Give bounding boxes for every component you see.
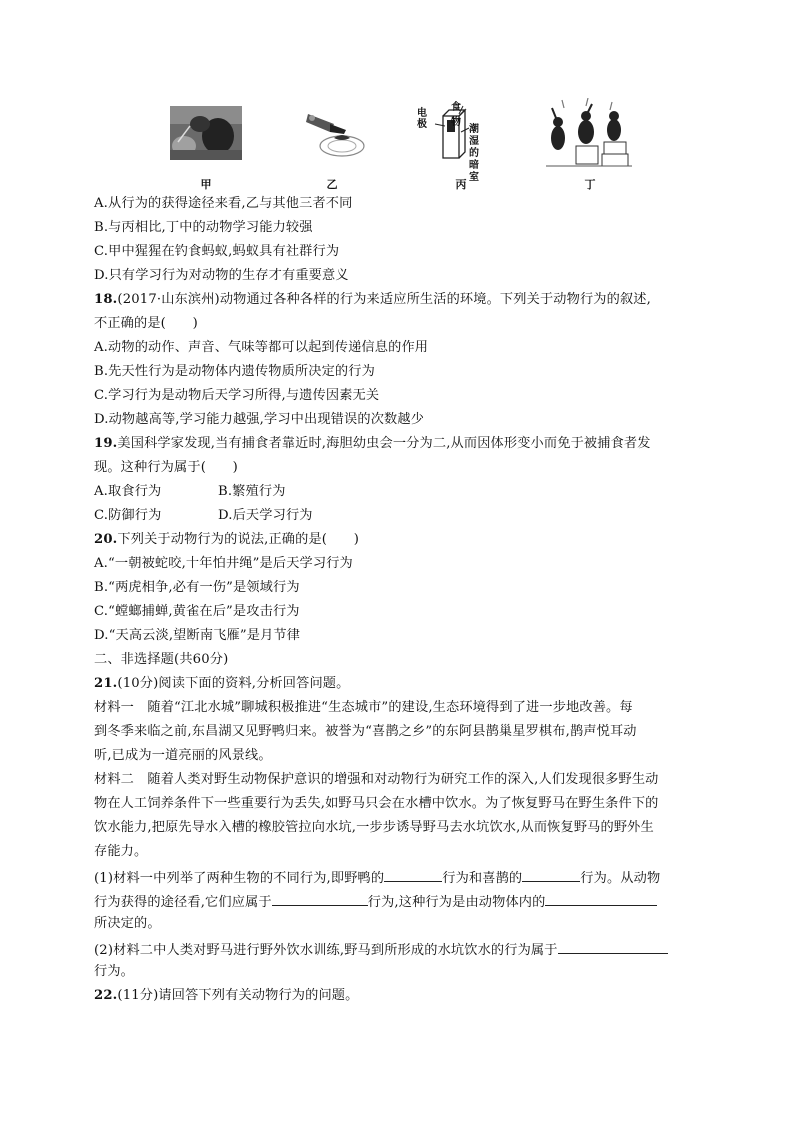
- q17-option-a: A.从行为的获得途径来看,乙与其他三者不同: [94, 196, 353, 211]
- q21-stem-text: (10分)阅读下面的资料,分析回答问题。: [117, 676, 350, 691]
- q19-stem-text: 美国科学家发现,当有捕食者靠近时,海胆幼虫会一分为二,从而因体形变小而免于被捕食者发: [117, 436, 651, 451]
- q21-material2-line1: 材料二 随着人类对野生动物保护意识的增强和对动物行为研究工作的深入,人们发现很多野生动: [94, 772, 659, 787]
- answer-blank-4[interactable]: [545, 891, 657, 906]
- q21-material1-line3: 听,已成为一道亮丽的风景线。: [94, 748, 272, 763]
- q22-stem-text: (11分)请回答下列有关动物行为的问题。: [117, 988, 359, 1003]
- q18-option-d: D.动物越高等,学习能力越强,学习中出现错误的次数越少: [94, 412, 425, 427]
- q20-option-d: D.“天高云淡,望断南飞雁”是月节律: [94, 628, 301, 643]
- q21-part1-text-c: 行为。从动物: [580, 871, 661, 886]
- answer-blank-3[interactable]: [272, 891, 368, 906]
- q18-option-c: C.学习行为是动物后天学习所得,与遗传因素无关: [94, 388, 380, 403]
- q19-number: 19.: [94, 436, 118, 451]
- q18-stem-line2: 不正确的是( ): [94, 316, 198, 331]
- section-heading: 二、非选择题(共60分): [94, 652, 229, 667]
- q21-part1-line1: [94, 867, 660, 888]
- q18-stem-line1: [94, 291, 651, 309]
- q20-stem: [94, 531, 359, 549]
- q20-number: 20.: [94, 532, 118, 547]
- q21-number: 21.: [94, 676, 118, 691]
- chimpanzees-stacking-boxes-image: [542, 98, 634, 168]
- q21-material2-line4: 存能力。: [94, 844, 148, 859]
- q21-material2-line2: 物在人工饲养条件下一些重要行为丢失,如野马只会在水槽中饮水。为了恢复野马在野生条件下的: [94, 796, 659, 811]
- figure-caption-ding: 丁: [584, 178, 596, 191]
- q19-options-row2: [94, 507, 313, 525]
- chamber-label: [469, 124, 479, 184]
- q21-part1-text-d: 行为获得的途径看,它们应属于: [94, 895, 272, 910]
- q21-part2-line2: 行为。: [94, 964, 135, 979]
- figure-caption-bing: 丙: [455, 178, 467, 191]
- answer-blank-5[interactable]: [558, 939, 668, 954]
- q21-material1-line1: 材料一 随着“江北水城”聊城积极推进“生态城市”的建设,生态环境得到了进一步地改善。每: [94, 700, 633, 715]
- q22-stem: [94, 987, 358, 1005]
- q21-material2-line3: 饮水能力,把原先导水入槽的橡胶管拉向水坑,一步步诱导野马去水坑饮水,从而恢复野马的野外生: [94, 820, 654, 835]
- q18-option-b: B.先天性行为是动物体内遗传物质所决定的行为: [94, 364, 375, 379]
- q22-number: 22.: [94, 988, 118, 1003]
- q19-stem-line2: 现。这种行为属于( ): [94, 460, 238, 475]
- q21-material1-line2: 到冬季来临之前,东昌湖又见野鸭归来。被誉为“喜鹊之乡”的东阿县鹊巢星罗棋布,鹊声悦耳动: [94, 724, 637, 739]
- chimpanzee-photo: [170, 106, 242, 160]
- q21-part2-text-a: (2)材料二中人类对野马进行野外饮水训练,野马到所形成的水坑饮水的行为属于: [94, 943, 558, 958]
- q19-option-d: D.后天学习行为: [218, 508, 313, 523]
- food-label: 食物: [451, 102, 461, 128]
- q21-part1-text-a: (1)材料一中列举了两种生物的不同行为,即野鸭的: [94, 871, 385, 886]
- q20-option-c: C.“螳螂捕蝉,黄雀在后”是攻击行为: [94, 604, 300, 619]
- q17-option-d: D.只有学习行为对动物的生存才有重要意义: [94, 268, 349, 283]
- q19-stem-line1: [94, 435, 651, 453]
- q20-option-b: B.“两虎相争,必有一伤”是领域行为: [94, 580, 300, 595]
- figure-caption-yi: 乙: [326, 178, 338, 191]
- q20-option-a: A.“一朝被蛇咬,十年怕井绳”是后天学习行为: [94, 556, 353, 571]
- chamber-label-line2: 暗室: [469, 160, 479, 183]
- answer-blank-1[interactable]: [384, 867, 442, 882]
- q21-stem: [94, 675, 349, 693]
- q19-option-b: B.繁殖行为: [218, 484, 286, 499]
- q18-stem-text: (2017·山东滨州)动物通过各种各样的行为来适应所生活的环境。下列关于动物行为的叙述,: [117, 292, 651, 307]
- q19-option-c: C.防御行为: [94, 508, 162, 523]
- q17-option-b: B.与丙相比,丁中的动物学习能力较强: [94, 220, 313, 235]
- q18-option-a: A.动物的动作、声音、气味等都可以起到传递信息的作用: [94, 340, 429, 355]
- q19-options-row1: [94, 483, 286, 501]
- q19-option-a: A.取食行为: [94, 484, 162, 499]
- q21-part2-line1: [94, 939, 668, 960]
- q18-number: 18.: [94, 292, 118, 307]
- electrode-label: 电极: [417, 108, 427, 130]
- q17-option-c: C.甲中猩猩在钓食蚂蚁,蚂蚁具有社群行为: [94, 244, 340, 259]
- q21-part1-text-b: 行为和喜鹊的: [442, 871, 523, 886]
- figure-row: [160, 98, 640, 190]
- q21-part1-line3: 所决定的。: [94, 916, 161, 931]
- q21-part1-line2: [94, 891, 657, 912]
- q20-stem-text: 下列关于动物行为的说法,正确的是( ): [117, 532, 360, 547]
- answer-blank-2[interactable]: [522, 867, 580, 882]
- bird-feeding-fish-image: [300, 108, 366, 160]
- q21-part1-text-e: 行为,这种行为是由动物体内的: [367, 895, 546, 910]
- chamber-label-line1: 潮湿的: [469, 124, 479, 159]
- figure-caption-jia: 甲: [200, 178, 212, 191]
